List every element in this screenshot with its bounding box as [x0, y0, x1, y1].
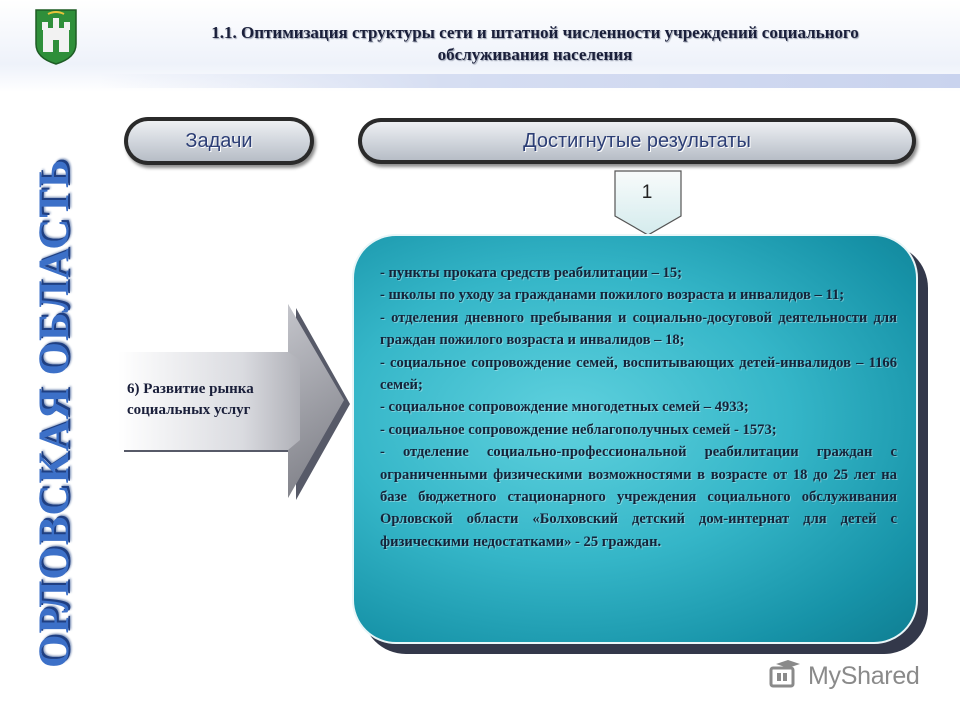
tab-results-label: Достигнутые результаты: [523, 129, 751, 152]
list-item: - отделения дневного пребывания и социально-досуговой деятельности для граждан пожилого возраста и инвалидов – 18;: [380, 309, 897, 349]
task-text-line-2: социальных услуг: [127, 402, 251, 418]
list-item: - отделение социально-профессиональной реабилитации граждан с ограниченными физическими возможностями в возрасте от 18 до 25 лет на базе бюджетного стационарного учреждения социального обслуживания Орловской области «Болховский детский дом-интернат для детей с физическими недостатками» - 25 граждан.: [380, 444, 897, 550]
page-title-line-1: 1.1. Оптимизация структуры сети и штатной численности учреждений социального: [211, 23, 859, 42]
list-item: - социальное сопровождение семей, воспитывающих детей-инвалидов – 1166 семей;: [380, 354, 897, 394]
tab-tasks-label: Задачи: [185, 129, 253, 152]
tab-results[interactable]: [358, 118, 916, 164]
tab-tasks[interactable]: [124, 117, 314, 165]
list-item: - пункты проката средств реабилитации – 15;: [380, 265, 683, 281]
tab-tasks-face: [128, 121, 310, 161]
list-item: - социальное сопровождение неблагополучных семей - 1573;: [380, 421, 777, 438]
watermark[interactable]: [768, 658, 920, 694]
watermark-text: MyShared: [808, 661, 920, 690]
task-text: [127, 379, 297, 421]
page-title: [110, 22, 960, 66]
results-list: [380, 262, 897, 553]
region-side-title: ОРЛОВСКАЯ ОБЛАСТЬ: [31, 158, 78, 668]
header-stripe: [100, 74, 960, 88]
tab-results-face: [362, 122, 912, 160]
result-number: 1: [641, 182, 653, 203]
mortarboard-icon: [768, 660, 802, 692]
task-text-line-1: 6) Развитие рынка: [127, 381, 254, 397]
list-item: - школы по уходу за гражданами пожилого возраста и инвалидов – 11;: [380, 287, 845, 304]
list-item: - социальное сопровождение многодетных семей – 4933;: [380, 399, 749, 416]
coat-of-arms-icon: [34, 8, 78, 66]
page-title-line-2: обслуживания населения: [437, 45, 633, 64]
